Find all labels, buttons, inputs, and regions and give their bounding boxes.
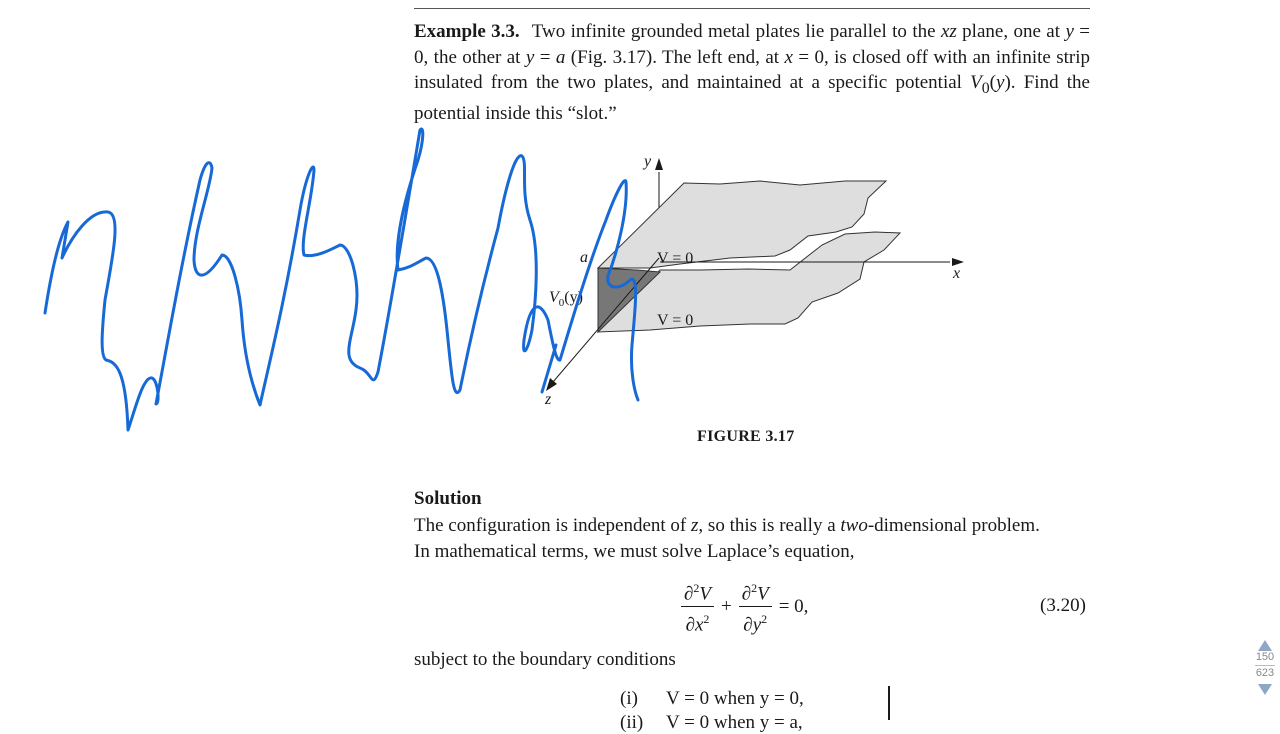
solution-paragraph: The configuration is independent of z, so this is really a two-dimensional problem. In mathematical terms, we must solve Laplace’s equation,: [414, 515, 1040, 562]
example-label: Example 3.3.: [414, 21, 520, 42]
laplace-equation: $\frac{\partial^2V}{\partial x^2}$ + $\frac{\partial^2V}{\partial y^2}$ = 0,: [678, 577, 808, 637]
a-label: a: [580, 249, 588, 266]
boundary-condition-1: (i) V = 0 when y = 0,: [620, 688, 804, 709]
equation-number: (3.20): [1040, 595, 1086, 616]
page-separator: [1255, 665, 1275, 666]
d2v-dx2-fraction: $\frac{\partial^2V}{\partial x^2}$: [681, 577, 714, 637]
v0-label: $V_0(y)$: [549, 289, 583, 309]
z-axis-label: z: [545, 391, 552, 408]
total-pages: 623: [1255, 667, 1275, 679]
page-navigator: [1252, 636, 1278, 695]
d2v-dy2-fraction: $\frac{\partial^2V}{\partial y^2}$: [739, 577, 772, 637]
boundary-intro: subject to the boundary conditions: [414, 649, 676, 670]
conditions-brace: [884, 686, 890, 720]
y-axis-arrow: [655, 158, 663, 170]
x-axis-label: x: [953, 265, 961, 282]
page-up-icon[interactable]: [1258, 640, 1272, 651]
example-paragraph: Example 3.3. Two infinite grounded metal plates lie parallel to the xz plane, one at y = 0, the other at y = a (Fig. 3.17). The left end, at x = 0, is closed off with an infinite strip insulated from the two plates, and maintained at a specific potential $V_0(y)$. Find the potential inside this “slot.”: [414, 21, 1091, 125]
v-top-label: V = 0: [657, 250, 694, 267]
boundary-condition-2: (ii) V = 0 when y = a,: [620, 712, 803, 733]
figure-caption: FIGURE 3.17: [697, 428, 795, 445]
page-down-icon[interactable]: [1258, 684, 1272, 695]
y-axis-label: y: [644, 153, 652, 170]
solution-heading: Solution: [414, 488, 482, 509]
current-page: 150: [1255, 651, 1275, 663]
v-bottom-label: V = 0: [657, 312, 694, 329]
